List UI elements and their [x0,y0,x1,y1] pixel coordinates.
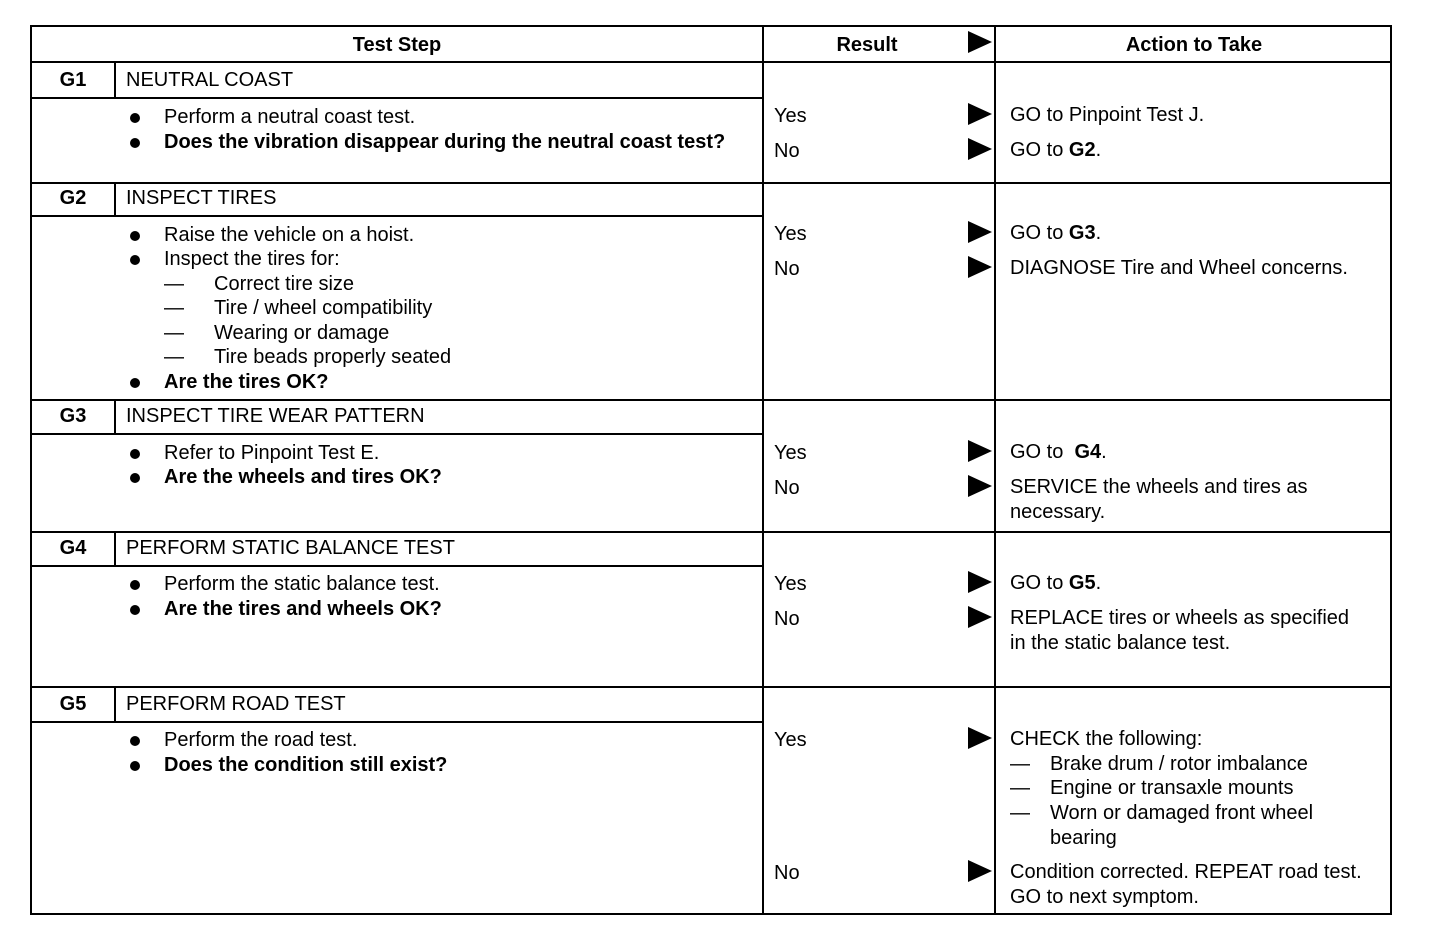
step-title: NEUTRAL COAST [126,69,294,91]
sub-item: — Tire / wheel compatibility [164,297,433,319]
result-label: No [774,608,800,630]
step-divider [32,399,1390,401]
title-underline [32,721,762,723]
header-result: Result [836,33,898,56]
sub-item: — Brake drum / rotor imbalance [1010,753,1308,775]
bullet-question: Are the tires OK? [164,371,329,393]
id-divider [114,182,116,215]
action-text: GO to G4. [1010,441,1107,463]
result-label: No [774,258,800,280]
step-title: PERFORM ROAD TEST [126,693,346,715]
result-label: No [774,862,800,884]
arrow-icon [968,475,992,497]
action-text: DIAGNOSE Tire and Wheel concerns. [1010,257,1348,279]
id-divider [114,61,116,97]
id-divider [114,531,116,565]
header-test-step: Test Step [352,33,442,56]
step-title: PERFORM STATIC BALANCE TEST [126,537,455,559]
title-underline [32,215,762,217]
arrow-icon [968,221,992,243]
step-divider [32,531,1390,533]
step-id: G4 [59,537,87,559]
action-text: REPLACE tires or wheels as specified in the static balance test. [1010,607,1350,654]
bullet-question: Does the vibration disappear during the neutral coast test? [164,131,726,153]
result-label: Yes [774,105,807,127]
header-divider [32,61,1390,63]
id-divider [114,399,116,433]
arrow-icon [968,440,992,462]
sub-item: — Wearing or damage [164,322,390,344]
title-underline [32,433,762,435]
column-divider [994,27,996,913]
result-label: Yes [774,729,807,751]
action-text: GO to Pinpoint Test J. [1010,104,1205,126]
bullet-question: Are the wheels and tires OK? [164,466,442,488]
action-text: GO to G2. [1010,139,1102,161]
result-label: No [774,140,800,162]
sub-item: — Worn or damaged front wheel bearing [1010,802,1314,849]
step-id: G3 [59,405,87,427]
arrow-icon [968,256,992,278]
step-divider [32,182,1390,184]
bullet-question: Does the condition still exist? [164,754,448,776]
step-id: G2 [59,187,87,209]
arrow-icon [968,103,992,125]
sub-item: — Correct tire size [164,273,355,295]
arrow-icon [968,606,992,628]
bullet-item: Raise the vehicle on a hoist. [164,224,415,246]
arrow-icon [968,31,992,53]
action-text: GO to G5. [1010,572,1102,594]
title-underline [32,565,762,567]
bullet-item: Refer to Pinpoint Test E. [164,442,380,464]
step-title: INSPECT TIRE WEAR PATTERN [126,405,425,427]
result-label: Yes [774,573,807,595]
title-underline [32,97,762,99]
bullet-item: Perform a neutral coast test. [164,106,416,128]
step-id: G1 [59,69,87,91]
arrow-icon [968,860,992,882]
column-divider [762,27,764,913]
action-text: SERVICE the wheels and tires as necessary. [1010,476,1308,523]
diagnostic-table [30,25,1392,915]
sub-item: — Tire beads properly seated [164,346,452,368]
id-divider [114,686,116,721]
result-label: No [774,477,800,499]
step-divider [32,686,1390,688]
arrow-icon [968,727,992,749]
bullet-item: Inspect the tires for: [164,248,340,270]
result-label: Yes [774,442,807,464]
bullet-item: Perform the static balance test. [164,573,440,595]
step-title: INSPECT TIRES [126,187,277,209]
step-id: G5 [59,693,87,715]
bullet-item: Perform the road test. [164,729,358,751]
arrow-icon [968,571,992,593]
action-text: GO to G3. [1010,222,1102,244]
header-action: Action to Take [1125,33,1263,56]
action-text: CHECK the following: [1010,728,1203,750]
result-label: Yes [774,223,807,245]
action-text: Condition corrected. REPEAT road test. GO to next symptom. [1010,861,1362,908]
bullet-question: Are the tires and wheels OK? [164,598,442,620]
arrow-icon [968,138,992,160]
sub-item: — Engine or transaxle mounts [1010,777,1294,799]
